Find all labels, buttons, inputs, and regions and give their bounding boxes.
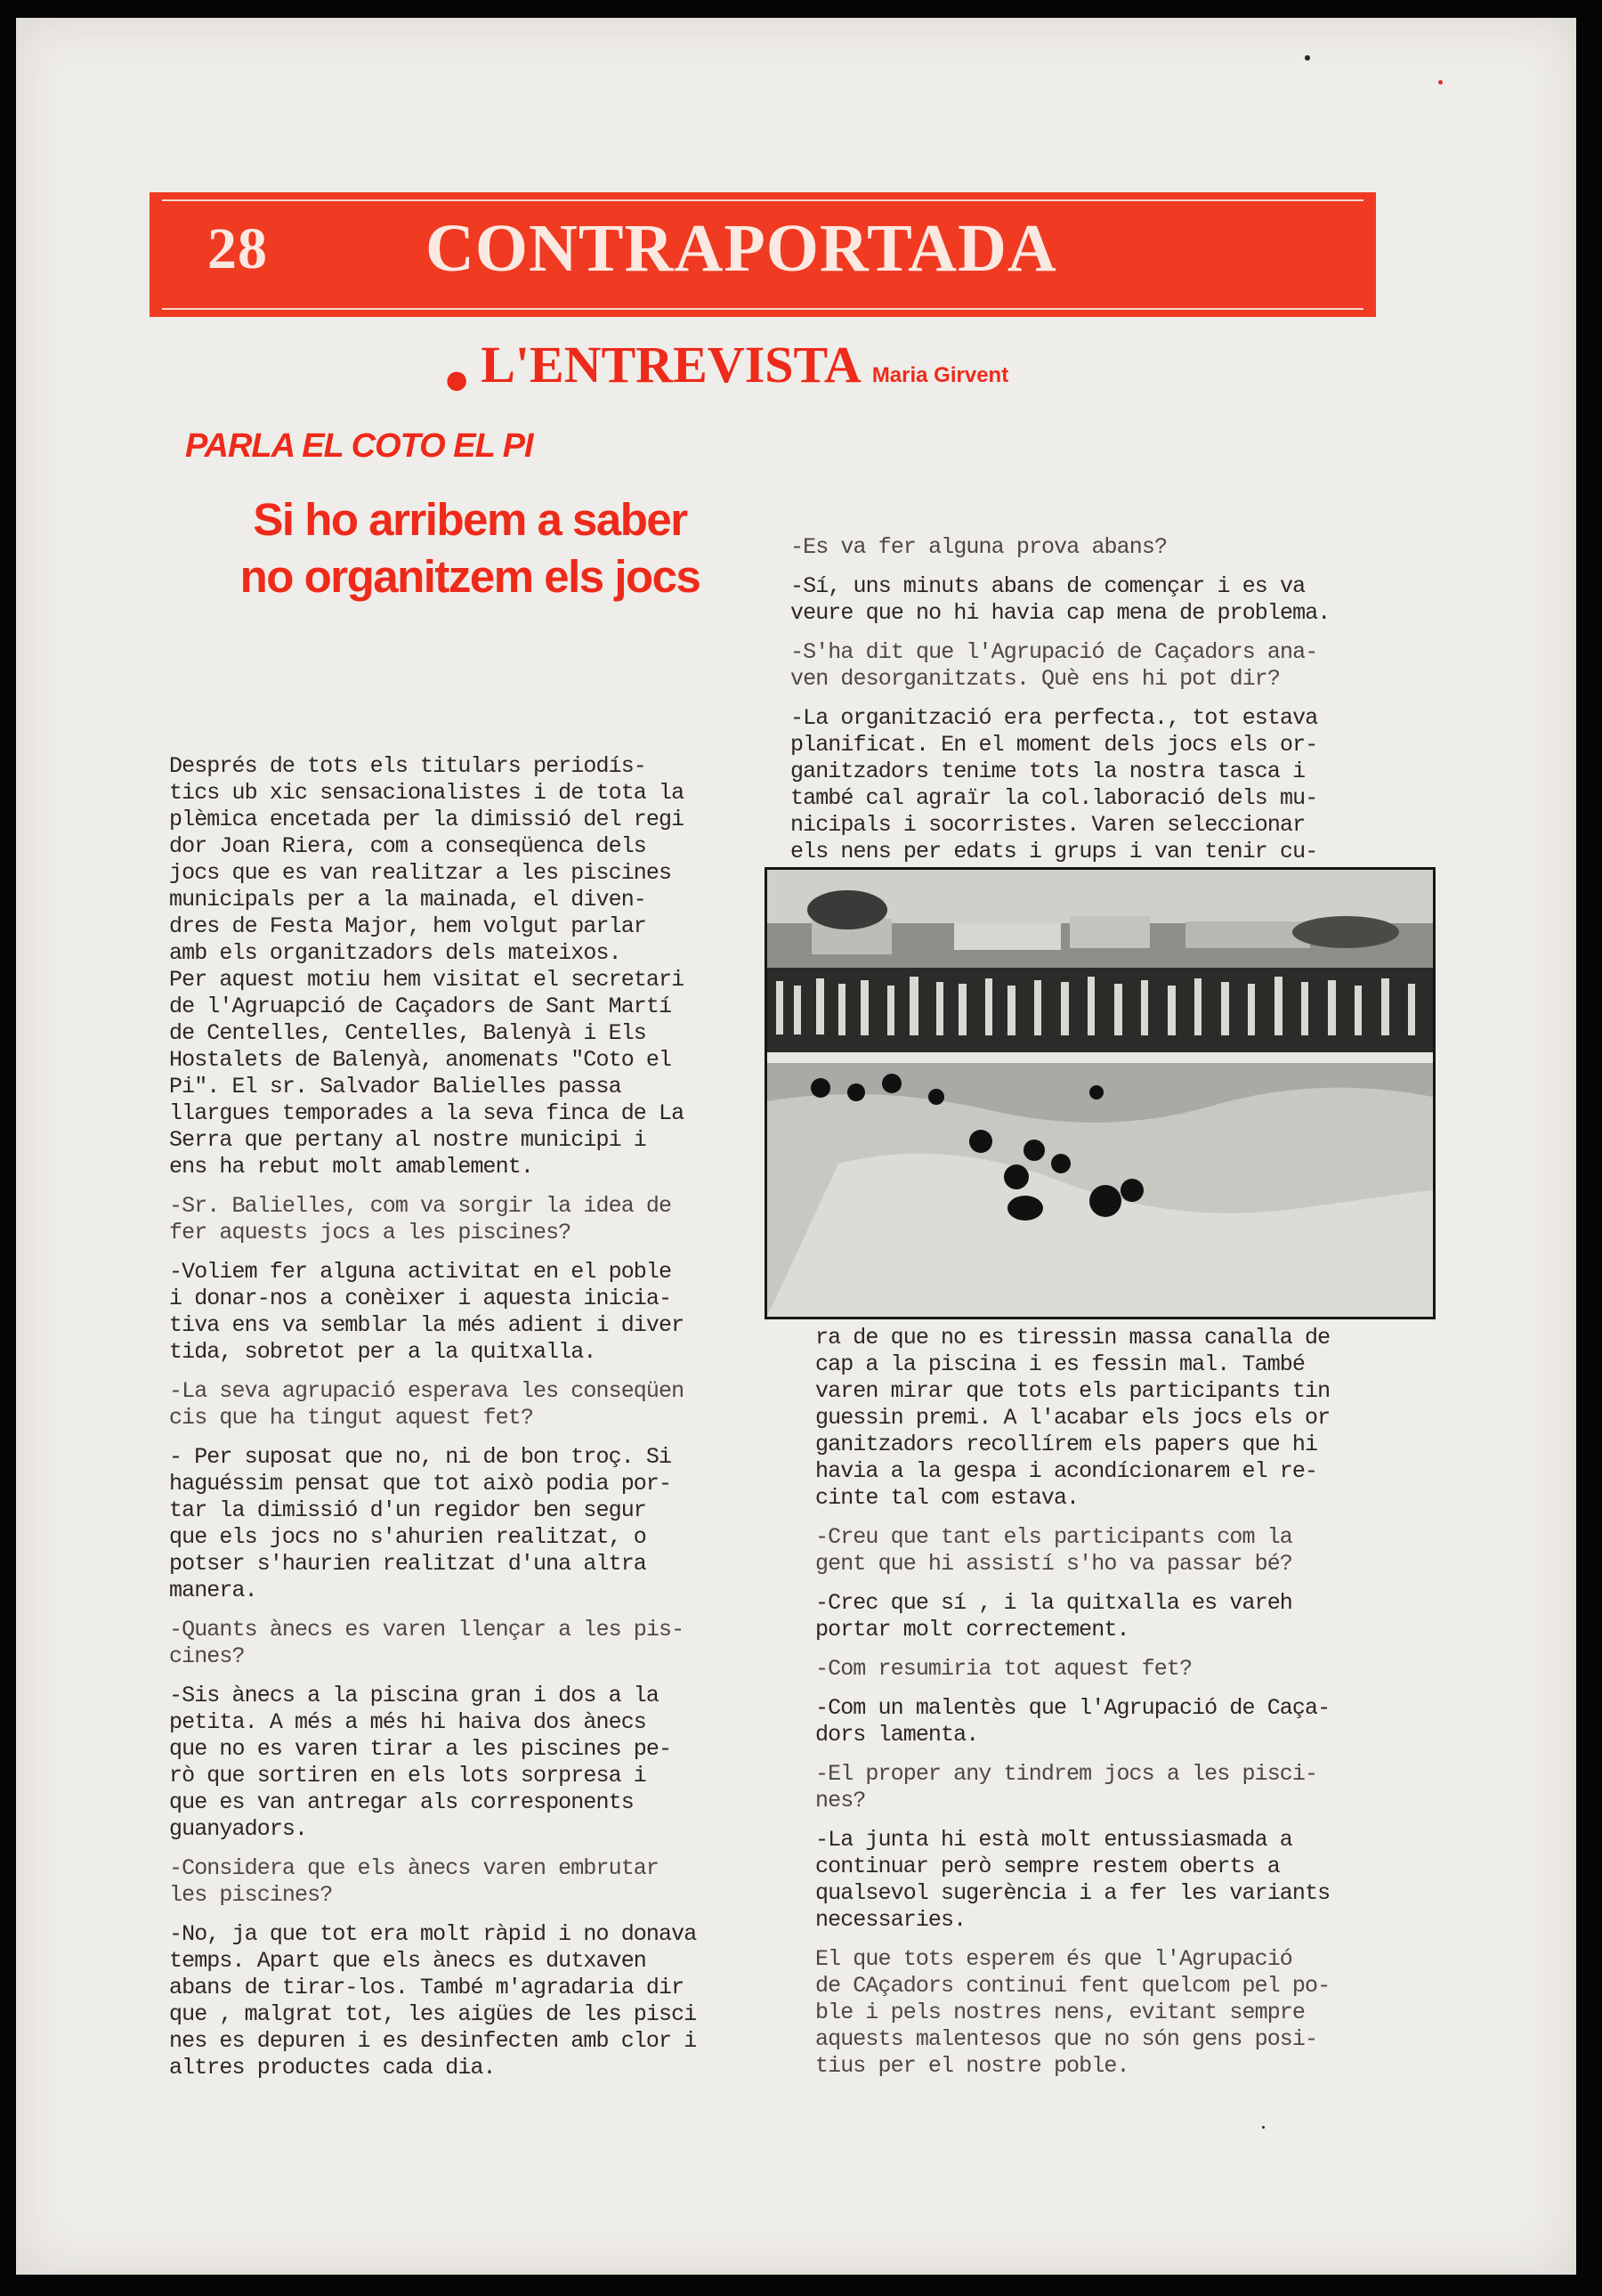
intro-paragraph: Després de tots els titulars periodís- tics ub xic sensacionalistes i de tota la plèmica encetada per la dimissió del regi dor Joan Riera, com a conseqüenca dels jocs que es van realitzar a les piscines municipals per a la mainada, el diven- dres de Festa Major, hem volgut parlar amb els organitzadors dels mateixos. Per aquest motiu hem visitat el secretari de l'Agruapció de Caçadors de Sant Martí de Centelles, Centelles, Balenyà i Els Hostalets de Balenyà, anomenats "Coto el Pi". El sr. Salvador Balielles passa llargues temporades a la seva finca de La Serra que pertany al nostre municipi i ens ha rebut molt amablement. (169, 753, 684, 1180)
interview-answer: -Crec que sí , i la quitxalla es vareh portar molt correctement. (815, 1590, 1292, 1643)
print-speck (1305, 55, 1310, 61)
kicker-line (443, 335, 1008, 404)
interview-answer: -Com un malentès que l'Agrupació de Caça- dors lamenta. (815, 1695, 1331, 1748)
interview-answer: -La junta hi està molt entussiasmada a continuar però sempre restem oberts a qualsevol sugerència i a fer les variants necessaries. (815, 1827, 1331, 1933)
right-column-bottom (815, 1325, 1403, 2092)
interview-answer: -Voliem fer alguna activitat en el poble i donar-nos a conèixer i aquesta inicia- tiva ens va semblar la més adient i diver tida, sobretot per a la quitxalla. (169, 1259, 684, 1365)
interview-question: -S'ha dit que l'Agrupació de Caçadors ana- ven desorganitzats. Què ens hi pot dir? (790, 639, 1318, 692)
print-speck (1438, 80, 1443, 85)
section-title: CONTRAPORTADA (425, 211, 1057, 286)
bullet-icon: ● (443, 353, 471, 404)
article-headline: Si ho arribem a saber no organitzem els jocs (239, 494, 700, 602)
masthead-rule (162, 199, 1363, 201)
interview-answer: -La organització era perfecta., tot estava planificat. En el moment dels jocs els or- ganitzadors tenime tots la nostra tasca i també cal agraïr la col.laboració dels mu- nicipals i socorristes. Varen seleccionar els nens per edats i grups i van tenir cu- (790, 705, 1318, 864)
interview-question: -El proper any tindrem jocs a les pisci- nes? (815, 1761, 1318, 1813)
interview-answer: -Sis ànecs a la piscina gran i dos a la petita. A més a més hi haiva dos ànecs que no es varen tirar a les piscines pe- rò que sortiren en els lots sorpresa i que es van antregar als corresponents guanyadors. (169, 1683, 672, 1842)
interview-question: -Es va fer alguna prova abans? (790, 534, 1168, 560)
interview-question: -Quants ànecs es varen llençar a les pis- cines? (169, 1617, 684, 1669)
kicker-label: L'ENTREVISTA (481, 336, 862, 393)
interview-answer: ra de que no es tiressin massa canalla de cap a la piscina i es fessin mal. També varen mirar que tots els participants tin guessin premi. A l'acabar els jocs els or ganitzadors recollírem els papers que hi havia a la gespa i acondícionarem el re- cinte tal com estava. (815, 1325, 1331, 1511)
interview-answer: -Sí, uns minuts abans de començar i es va veure que no hi havia cap mena de problema. (790, 573, 1331, 626)
interview-question: -Sr. Balielles, com va sorgir la idea de fer aquests jocs a les piscines? (169, 1193, 672, 1245)
interview-answer: -No, ja que tot era molt ràpid i no donava temps. Apart que els ànecs es dutxaven abans de tirar-los. També m'agradaria dir que , malgrat tot, les aigües de les pisci nes es depuren i es desinfecten amb clor i altres productes cada dia. (169, 1921, 697, 2081)
right-column-top (790, 534, 1403, 878)
page-number: 28 (207, 216, 268, 281)
newspaper-page (16, 18, 1576, 2275)
print-speck (1262, 2126, 1265, 2129)
masthead-rule (162, 308, 1363, 310)
left-column (169, 753, 764, 2094)
interview-answer: - Per suposat que no, ni de bon troç. Si haguéssim pensat que tot això podia por- tar la dimissió d'un regidor ben segur que els jocs no s'ahurien realitzat, o potser s'haurien realitzat d'una altra manera. (169, 1444, 672, 1603)
article-overline: PARLA EL COTO EL PI (185, 427, 533, 465)
author-byline: Maria Girvent (871, 363, 1009, 387)
interview-question: -Considera que els ànecs varen embrutar les piscines? (169, 1855, 659, 1908)
swimming-pool-photo (765, 867, 1436, 1319)
interview-question: -Creu que tant els participants com la gent que hi assistí s'ho va passar bé? (815, 1524, 1292, 1577)
interview-question: -Com resumiria tot aquest fet? (815, 1656, 1193, 1682)
pool-photo-illustration (767, 870, 1433, 1317)
interview-question: -La seva agrupació esperava les conseqüen cis que ha tingut aquest fet? (169, 1378, 684, 1431)
interview-question: El que tots esperem és que l'Agrupació de CAçadors continui fent quelcom pel po- ble i pels nostres nens, evitant sempre aquests malentesos que no són gens posi- tius per el nostre poble. (815, 1946, 1331, 2079)
section-masthead (150, 192, 1376, 317)
